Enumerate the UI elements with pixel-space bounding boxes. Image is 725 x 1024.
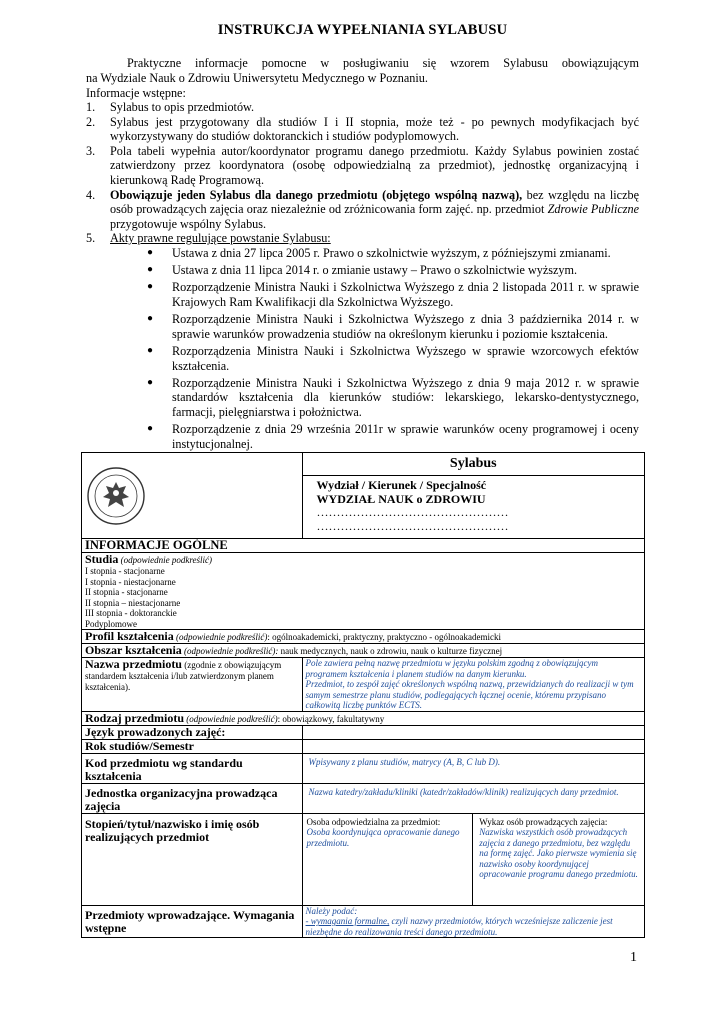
faculty-value: WYDZIAŁ NAUK o ZDROWIU — [316, 491, 486, 506]
intro-line-3: Informacje wstępne: — [86, 86, 186, 100]
dots-line: ………………………………………… — [316, 518, 509, 533]
wprow-value: Należy podać: - wymagania formalne, czyli nazwy przedmiotów, których wcześniejsze zaliczenie jest niezbędne do realizowania treści danego przedmiotu. — [302, 905, 644, 938]
document-title: INSTRUKCJA WYPEŁNIANIA SYLABUSU — [217, 22, 508, 38]
table-row — [82, 658, 645, 712]
jednostka-label: Jednostka organizacyjna prowadząca zajęcia — [82, 783, 303, 813]
table-row — [82, 453, 645, 539]
table-row — [82, 725, 645, 739]
kod-value: Wpisywany z planu studiów, matrycy (A, B, C lub D). — [302, 753, 644, 783]
sylabus-heading: Sylabus — [303, 453, 644, 476]
bullet-item: ● Rozporządzenie Ministra Nauki i Szkolnictwa Wyższego z dnia 2 listopada 2011 r. w sprawie Krajowych Ram Kwalifikacji dla Szkolnictwa Wyższego. — [147, 280, 639, 309]
bullet-item: ● Rozporządzenie z dnia 29 września 2011r w sprawie warunków oceny programowej i oceny instytucjonalnej. — [147, 422, 639, 451]
wykaz-cell: Wykaz osób prowadzących zajęcia: Nazwiska wszystkich osób prowadzących zajęcia z danego przedmiotu, bez względu na formę zajęć. Jako pierwsze wymienia się nazwisko osoby koordynującej opracowanie programu danego przedmiotu. — [473, 813, 645, 905]
list-item: 5. Akty prawne regulujące powstanie Sylabusu: — [86, 231, 331, 246]
list-item: 4. Obowiązuje jeden Sylabus dla danego przedmiotu (objętego wspólną nazwą), bez względu na liczbę osób prowadzących zajęcia oraz niezależnie od zróżnicowania form zajęć. np. przedmiot Zdrowie Publiczne przygotowuje wspólny Sylabus. — [86, 187, 639, 231]
syllabus-table — [81, 452, 645, 938]
table-row — [82, 739, 645, 753]
table-row — [82, 630, 645, 644]
jezyk-value[interactable] — [302, 725, 644, 739]
nazwa-label-cell: Nazwa przedmiotu (zgodnie z obowiązującym standardem kształcenia i/lub zatwierdzonym planem kształcenia). — [82, 658, 303, 712]
bullet-item: ● Rozporządzenie Ministra Nauki i Szkolnictwa Wyższego z dnia 9 maja 2012 r. w sprawie standardów kształcenia dla kierunków studiów: lekarskiego, lekarsko-dentystycznego, farmacji, pielęgniarstwa i położnictwa. — [147, 375, 639, 419]
legal-acts-list — [147, 246, 639, 454]
faculty-label: Wydział / Kierunek / Specjalność — [316, 478, 487, 492]
university-seal-logo — [86, 466, 146, 526]
table-row — [82, 553, 645, 630]
table-row — [82, 711, 645, 725]
table-row — [82, 539, 645, 553]
general-info-heading: INFORMACJE OGÓLNE — [82, 539, 645, 553]
nazwa-value-cell: Pole zawiera pełną nazwę przedmiotu w języku polskim zgodną z obowiązującym programem kształcenia i planem studiów na danym kierunku. Przedmiot, to zespół zajęć określonych wspólną nazwą, przewidzianych do realizacji w tym samym semestrze planu studiów, podlegających łącznej ocenie, któremu przypisano całkowitą liczbę punktów ECTS. — [302, 658, 644, 712]
osoba-cell: Osoba odpowiedzialna za przedmiot: Osoba koordynująca opracowanie danego przedmiotu. — [302, 813, 473, 905]
table-row — [82, 783, 645, 813]
info-list — [86, 100, 639, 246]
jednostka-value: Nazwa katedry/zakładu/kliniki (katedr/zakładów/klinik) realizujących dany przedmiot. — [302, 783, 644, 813]
stopien-label: Stopień/tytuł/nazwisko i imię osób realizujących przedmiot — [82, 813, 303, 905]
wprow-label: Przedmioty wprowadzające. Wymagania wstępne — [82, 905, 303, 938]
list-item: 3. Pola tabeli wypełnia autor/koordynator programu danego przedmiotu. Każdy Sylabus powinien zostać zatwierdzony przez koordynatora (osobę odpowiedzialną za przedmiot), jednostkę organizacyjną i kierunkową Radę Programową. — [86, 143, 639, 187]
bullet-item: ● Ustawa z dnia 11 lipca 2014 r. o zmianie ustawy – Prawo o szkolnictwie wyższym. — [147, 263, 578, 278]
intro-line-2: na Wydziale Nauk o Zdrowiu Uniwersytetu Medycznego w Poznaniu. — [86, 71, 428, 85]
rodzaj-cell: Rodzaj przedmiotu (odpowiednie podkreślić): obowiązkowy, fakultatywny — [82, 711, 645, 725]
dots-line: ………………………………………… — [316, 505, 509, 519]
bullet-item: ● Ustawa z dnia 27 lipca 2005 r. Prawo o szkolnictwie wyższym, z późniejszymi zmianami. — [147, 246, 611, 260]
table-row — [82, 644, 645, 658]
header-cell — [302, 453, 644, 539]
studia-cell: Studia (odpowiednie podkreślić) I stopnia - stacjonarne I stopnia - niestacjonarne II stopnia - stacjonarne II stopnia – niestacjonarne III stopnia - doktoranckie Podyplomowe — [82, 553, 645, 630]
page-number: 1 — [630, 950, 637, 965]
logo-cell — [82, 453, 303, 539]
rok-label: Rok studiów/Semestr — [82, 739, 303, 753]
profil-cell: Profil kształcenia (odpowiednie podkreślić): ogólnoakademicki, praktyczny, praktyczno - ogólnoakademicki — [82, 630, 645, 644]
table-row — [82, 753, 645, 783]
rok-value[interactable] — [302, 739, 644, 753]
obszar-cell: Obszar kształcenia (odpowiednie podkreślić): nauk medycznych, nauk o zdrowiu, nauk o kulturze fizycznej — [82, 644, 645, 658]
list-item: 2. Sylabus jest przygotowany dla studiów I i II stopnia, może też - po pewnych modyfikacjach być wykorzystywany do studiów doktoranckich i studiów podyplomowych. — [86, 114, 639, 144]
jezyk-label: Język prowadzonych zajęć: — [82, 725, 303, 739]
bullet-item: ● Rozporządzenie Ministra Nauki i Szkolnictwa Wyższego z dnia 3 października 2014 r. w sprawie warunków prowadzenia studiów na określonym kierunku i poziomie kształcenia. — [147, 312, 639, 341]
bullet-item: ● Rozporządzenia Ministra Nauki i Szkolnictwa Wyższego w sprawie wzorcowych efektów kształcenia. — [147, 343, 639, 373]
table-row — [82, 813, 645, 905]
intro-line-1: Praktyczne informacje pomocne w posługiwaniu się wzorem Sylabusu obowiązującym — [127, 56, 639, 70]
kod-label: Kod przedmiotu wg standardu kształcenia — [82, 753, 303, 783]
list-item: 1. Sylabus to opis przedmiotów. — [86, 100, 255, 114]
table-row — [82, 905, 645, 938]
